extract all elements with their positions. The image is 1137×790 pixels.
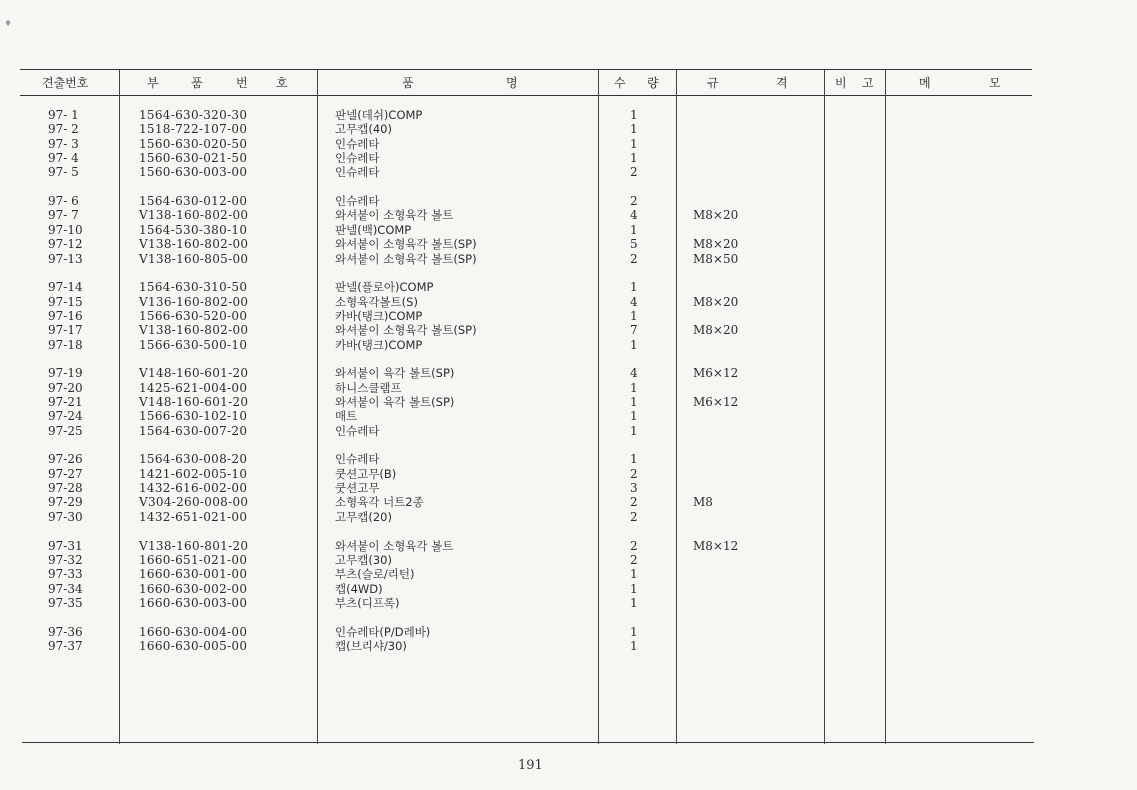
row-part-name: 매트 (335, 409, 358, 424)
row-part-name: 와셔붙이 육각 볼트(SP) (335, 395, 455, 409)
row-quantity: 2 (630, 509, 638, 524)
row-item-number: 97- 6 (48, 194, 79, 209)
row-part-number: 1660-630-002-00 (139, 581, 248, 596)
row-item-number: 97-12 (48, 237, 83, 252)
row-part-number: 1660-630-004-00 (139, 624, 248, 639)
row-part-number: 1660-651-021-00 (139, 552, 248, 567)
row-part-number: 1432-616-002-00 (139, 481, 248, 496)
row-part-number: 1425-621-004-00 (139, 380, 248, 395)
row-quantity: 2 (630, 538, 638, 553)
row-part-number: V148-160-601-20 (139, 395, 249, 409)
header-memo-1: 메 (919, 76, 931, 90)
row-item-number: 97- 2 (48, 122, 79, 137)
row-part-number: 1560-630-021-50 (139, 151, 248, 166)
row-part-number: 1564-530-380-10 (139, 222, 248, 237)
row-part-name: 판넬(플로아)COMP (335, 280, 434, 295)
row-specification: M8×20 (693, 294, 739, 309)
col-divider-2 (317, 70, 318, 744)
row-item-number: 97-10 (48, 222, 83, 237)
header-remark-2: 고 (862, 76, 874, 90)
row-item-number: 97-30 (48, 509, 83, 524)
row-quantity: 1 (630, 136, 638, 151)
row-specification: M8×50 (693, 251, 739, 266)
row-item-number: 97- 7 (48, 208, 79, 223)
row-item-number: 97-33 (48, 567, 83, 582)
page-number: 191 (518, 758, 543, 773)
row-part-number: 1564-630-012-00 (139, 194, 248, 209)
row-part-name: 판넬(데쉬)COMP (335, 108, 423, 122)
row-item-number: 97-36 (48, 624, 83, 639)
row-item-number: 97-26 (48, 452, 83, 467)
row-quantity: 1 (630, 581, 638, 596)
row-specification: M6×12 (693, 395, 739, 409)
header-spec-2: 격 (776, 76, 788, 90)
row-part-name: 와셔붙이 육각 볼트(SP) (335, 366, 455, 381)
row-specification: M8×20 (693, 237, 739, 252)
row-specification: M8×20 (693, 323, 739, 338)
header-top-rule (20, 69, 1032, 70)
row-part-name: 캡(4WD) (335, 581, 383, 596)
row-part-name: 부츠(디프록) (335, 595, 400, 610)
row-item-number: 97- 1 (48, 108, 79, 122)
row-part-name: 와셔붙이 소형육각 볼트 (335, 208, 454, 223)
row-part-name: 인슈레타 (335, 452, 380, 467)
row-part-name: 인슈레타(P/D레바) (335, 624, 431, 639)
row-item-number: 97-29 (48, 495, 83, 510)
row-quantity: 1 (630, 595, 638, 610)
row-item-number: 97-31 (48, 538, 83, 553)
row-quantity: 4 (630, 366, 638, 381)
row-part-name: 와셔붙이 소형육각 볼트 (335, 538, 454, 553)
row-part-number: 1660-630-003-00 (139, 595, 248, 610)
col-divider-6 (885, 70, 886, 744)
row-part-name: 고무캡(20) (335, 509, 392, 524)
row-quantity: 2 (630, 495, 638, 510)
row-item-number: 97- 4 (48, 151, 79, 166)
row-part-number: 1432-651-021-00 (139, 509, 248, 524)
row-item-number: 97- 5 (48, 165, 79, 180)
col-divider-3 (598, 70, 599, 744)
row-item-number: 97-18 (48, 337, 83, 352)
row-item-number: 97-32 (48, 552, 83, 567)
row-part-name: 고무캡(30) (335, 552, 392, 567)
row-quantity: 1 (630, 409, 638, 424)
header-quantity-1: 수 (614, 76, 626, 90)
row-item-number: 97-15 (48, 294, 83, 309)
row-item-number: 97-14 (48, 280, 83, 295)
row-quantity: 1 (630, 567, 638, 582)
scan-mark: ♦ (4, 19, 13, 29)
row-quantity: 2 (630, 194, 638, 209)
row-item-number: 97-19 (48, 366, 83, 381)
row-quantity: 2 (630, 552, 638, 567)
col-divider-1 (119, 70, 120, 744)
row-quantity: 5 (630, 237, 638, 252)
header-item-number: 견출번호 (42, 76, 89, 90)
header-memo-2: 모 (989, 76, 1001, 90)
row-quantity: 1 (630, 280, 638, 295)
row-part-number: V136-160-802-00 (139, 294, 249, 309)
row-part-number: V138-160-801-20 (139, 538, 249, 553)
row-part-name: 고무캡(40) (335, 122, 392, 137)
row-part-name: 캡(브리샤/30) (335, 638, 407, 653)
row-quantity: 1 (630, 423, 638, 438)
row-specification: M8 (693, 495, 713, 510)
col-divider-4 (676, 70, 677, 744)
header-part-number-1: 부 (147, 76, 159, 90)
row-part-name: 하니스클램프 (335, 380, 402, 395)
header-part-name-2: 명 (506, 76, 518, 90)
row-item-number: 97-16 (48, 308, 83, 323)
row-quantity: 1 (630, 108, 638, 122)
header-part-number-3: 번 (236, 76, 248, 90)
row-item-number: 97-25 (48, 423, 83, 438)
row-quantity: 1 (630, 222, 638, 237)
row-part-name: 인슈레타 (335, 423, 380, 438)
header-bottom-rule (20, 95, 1032, 96)
row-quantity: 4 (630, 208, 638, 223)
col-divider-5 (824, 70, 825, 744)
row-quantity: 4 (630, 294, 638, 309)
row-item-number: 97-28 (48, 481, 83, 496)
row-part-number: 1660-630-005-00 (139, 638, 248, 653)
row-part-number: V138-160-802-00 (139, 237, 249, 252)
row-part-number: 1564-630-008-20 (139, 452, 248, 467)
row-item-number: 97-37 (48, 638, 83, 653)
header-part-number-2: 품 (191, 76, 203, 90)
row-part-name: 소형육각 너트2종 (335, 495, 424, 510)
row-part-number: 1564-630-310-50 (139, 280, 248, 295)
header-part-number-4: 호 (276, 76, 288, 90)
row-quantity: 1 (630, 122, 638, 137)
row-part-name: 카바(탱크)COMP (335, 308, 423, 323)
row-part-number: 1566-630-102-10 (139, 409, 248, 424)
row-quantity: 1 (630, 380, 638, 395)
table-bottom-rule (22, 742, 1034, 743)
row-specification: M8×20 (693, 208, 739, 223)
row-item-number: 97-35 (48, 595, 83, 610)
header-remark-1: 비 (835, 76, 847, 90)
row-quantity: 7 (630, 323, 638, 338)
row-quantity: 2 (630, 466, 638, 481)
row-item-number: 97-13 (48, 251, 83, 266)
row-part-number: V138-160-805-00 (139, 251, 249, 266)
row-part-number: V304-260-008-00 (139, 495, 249, 510)
row-part-number: 1560-630-020-50 (139, 136, 248, 151)
row-part-name: 쿳션고무 (335, 481, 380, 496)
row-quantity: 1 (630, 308, 638, 323)
row-quantity: 1 (630, 624, 638, 639)
row-specification: M8×12 (693, 538, 739, 553)
row-part-name: 인슈레타 (335, 194, 380, 209)
row-quantity: 3 (630, 481, 638, 496)
row-quantity: 1 (630, 638, 638, 653)
row-quantity: 1 (630, 452, 638, 467)
row-part-name: 인슈레타 (335, 151, 380, 166)
row-quantity: 1 (630, 151, 638, 166)
row-part-name: 인슈레타 (335, 165, 380, 180)
row-part-number: 1660-630-001-00 (139, 567, 248, 582)
row-part-number: 1518-722-107-00 (139, 122, 248, 137)
row-part-number: 1566-630-520-00 (139, 308, 248, 323)
row-part-name: 와셔붙이 소형육각 볼트(SP) (335, 323, 477, 338)
header-part-name-1: 품 (402, 76, 414, 90)
row-part-number: 1566-630-500-10 (139, 337, 248, 352)
row-part-number: V138-160-802-00 (139, 323, 249, 338)
row-item-number: 97-21 (48, 395, 83, 409)
row-part-name: 부츠(슬로/리턴) (335, 567, 415, 582)
header-spec-1: 규 (707, 76, 719, 90)
row-part-name: 와셔붙이 소형육각 볼트(SP) (335, 251, 477, 266)
row-quantity: 2 (630, 251, 638, 266)
row-item-number: 97-24 (48, 409, 83, 424)
row-quantity: 1 (630, 337, 638, 352)
row-part-number: 1560-630-003-00 (139, 165, 248, 180)
row-part-number: 1421-602-005-10 (139, 466, 248, 481)
row-item-number: 97-27 (48, 466, 83, 481)
row-quantity: 1 (630, 395, 638, 409)
row-part-name: 쿳션고무(B) (335, 466, 397, 481)
row-part-number: V148-160-601-20 (139, 366, 249, 381)
row-item-number: 97-17 (48, 323, 83, 338)
row-part-number: V138-160-802-00 (139, 208, 249, 223)
row-part-name: 판넬(백)COMP (335, 222, 412, 237)
header-quantity-2: 량 (647, 76, 659, 90)
row-part-number: 1564-630-007-20 (139, 423, 248, 438)
row-specification: M6×12 (693, 366, 739, 381)
row-part-name: 카바(탱크)COMP (335, 337, 423, 352)
row-part-name: 와셔붙이 소형육각 볼트(SP) (335, 237, 477, 252)
row-part-name: 소형육각볼트(S) (335, 294, 418, 309)
row-item-number: 97-34 (48, 581, 83, 596)
row-part-name: 인슈레타 (335, 136, 380, 151)
row-part-number: 1564-630-320-30 (139, 108, 248, 122)
row-item-number: 97-20 (48, 380, 83, 395)
row-item-number: 97- 3 (48, 136, 79, 151)
row-quantity: 2 (630, 165, 638, 180)
